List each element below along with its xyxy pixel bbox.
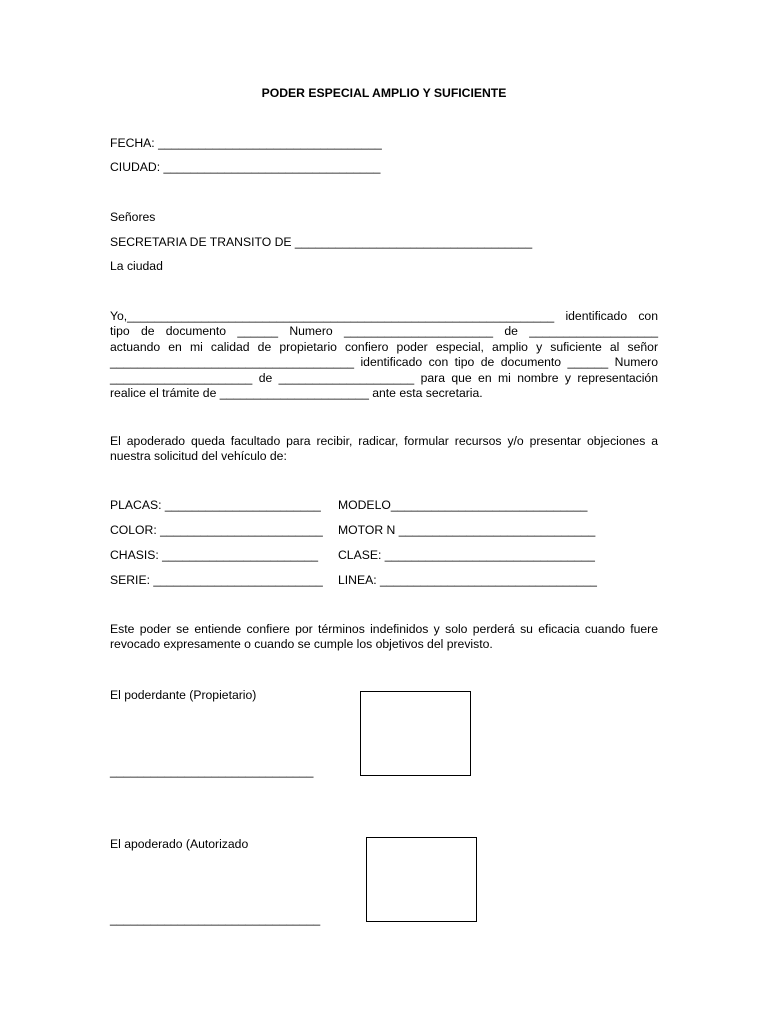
ciudad-field: CIUDAD: ________________________________ <box>110 160 381 174</box>
modelo-field: MODELO_____________________________ <box>338 498 588 512</box>
yo-paragraph-line: actuando en mi calidad de propietario confiero poder especial, amplio y suficiente al señor <box>110 339 658 354</box>
placas-field: PLACAS: _______________________ <box>110 498 321 512</box>
linea-field: LINEA: ________________________________ <box>338 573 597 587</box>
yo-paragraph <box>110 309 658 401</box>
serie-field: SERIE: _________________________ <box>110 573 323 587</box>
apoderado-paragraph-line: El apoderado queda facultado para recibir, radicar, formular recursos y/o presentar objeciones a <box>110 434 658 448</box>
apoderado-signature-line: _______________________________ <box>110 912 321 926</box>
document-title: PODER ESPECIAL AMPLIO Y SUFICIENTE <box>261 86 507 100</box>
clase-field: CLASE: _______________________________ <box>338 548 595 562</box>
la-ciudad-text: La ciudad <box>110 259 163 273</box>
yo-paragraph-line: _____________________ de ____________________ para que en mi nombre y representación <box>110 370 658 385</box>
poderdante-fingerprint-box <box>360 691 471 776</box>
senores-salutation: Señores <box>110 210 156 224</box>
poderdante-label: El poderdante (Propietario) <box>110 688 257 702</box>
vigencia-paragraph-line: revocado expresamente o cuando se cumple los objetivos del previsto. <box>110 637 493 652</box>
yo-paragraph-line: ____________________________________ identificado con tipo de documento ______ Numero <box>110 355 658 370</box>
fecha-field: FECHA: _________________________________ <box>110 136 382 150</box>
secretaria-field: SECRETARIA DE TRANSITO DE ___________________________________ <box>110 235 533 249</box>
yo-paragraph-line: tipo de documento ______ Numero ______________________ de ___________________ <box>110 324 658 339</box>
yo-paragraph-line: Yo,_______________________________________________________________ identificado con <box>110 309 658 323</box>
poderdante-signature-line: ______________________________ <box>110 764 314 778</box>
color-field: COLOR: ________________________ <box>110 523 323 537</box>
apoderado-fingerprint-box <box>366 837 477 922</box>
motor-field: MOTOR N _____________________________ <box>338 523 596 537</box>
apoderado-label: El apoderado (Autorizado <box>110 837 249 851</box>
vigencia-paragraph-line: Este poder se entiende confiere por términos indefinidos y solo perderá su eficacia cuando fuere <box>110 622 658 636</box>
yo-paragraph-line: realice el trámite de ______________________ ante esta secretaria. <box>110 386 483 401</box>
apoderado-paragraph-line: nuestra solicitud del vehículo de: <box>110 449 287 464</box>
vigencia-paragraph <box>110 622 658 653</box>
chasis-field: CHASIS: _______________________ <box>110 548 319 562</box>
apoderado-paragraph <box>110 434 658 465</box>
